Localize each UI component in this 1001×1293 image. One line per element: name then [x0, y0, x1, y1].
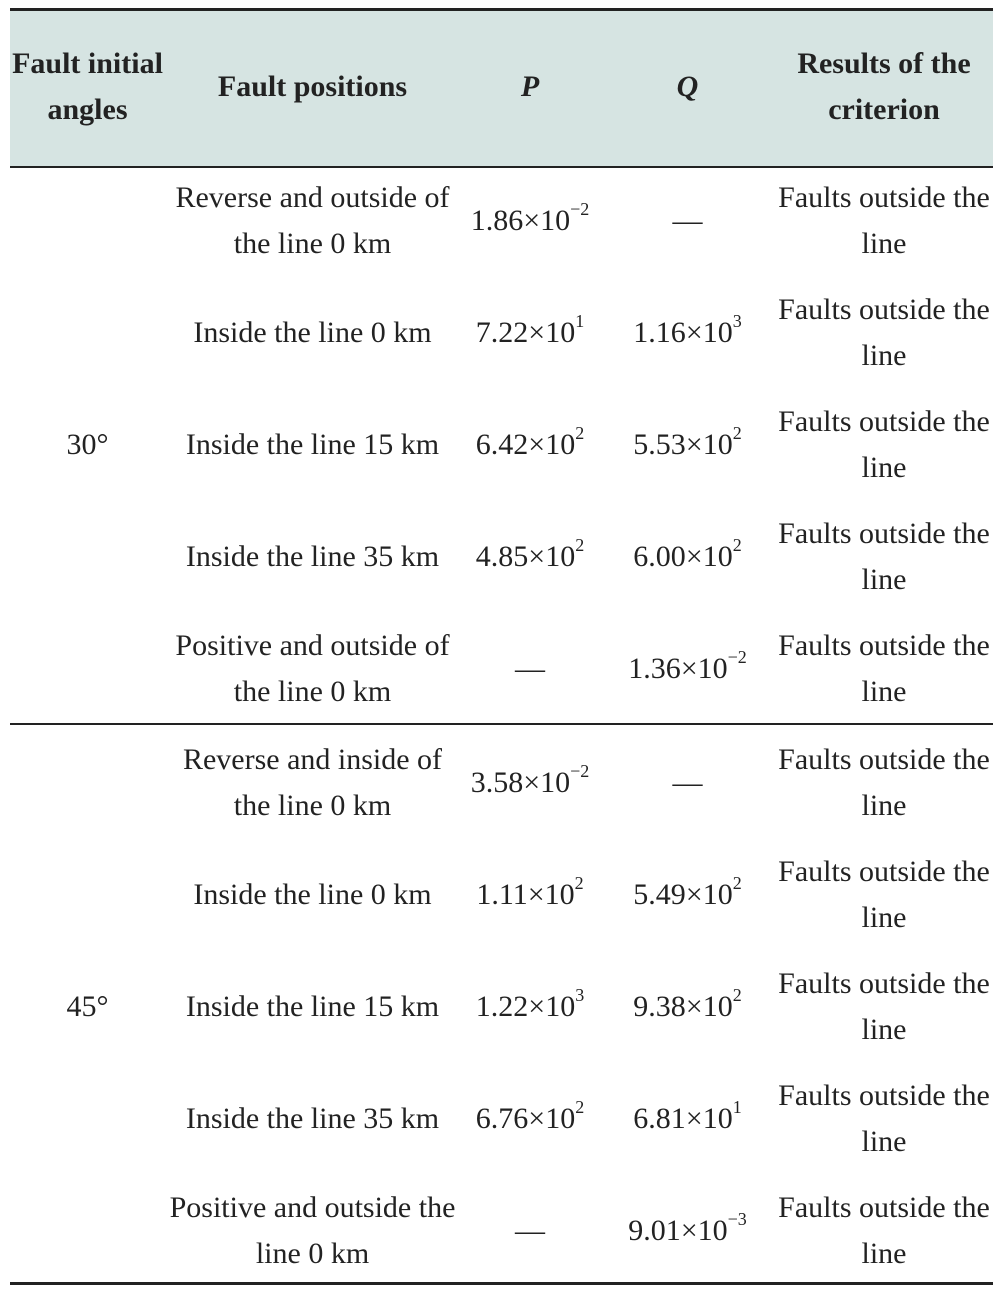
p-value-cell [460, 277, 600, 389]
p-value-cell [460, 839, 600, 951]
q-value-cell-value [633, 1096, 741, 1142]
p-value-cell-base: 1.86×10 [470, 204, 571, 237]
p-value-cell-base: 1.22×10 [475, 990, 576, 1023]
q-value-cell-base: — [672, 204, 703, 237]
criterion-result-cell: Faults outside the line [778, 181, 990, 260]
criterion-result-cell: Faults outside the line [778, 743, 990, 822]
header-fault-positions: Fault positions [217, 70, 408, 103]
q-value-cell-base: 9.38×10 [633, 990, 733, 1023]
fault-position-cell: Reverse and outside of the line 0 km [175, 181, 450, 260]
q-value-cell-exponent: 2 [732, 535, 742, 555]
q-value-cell-exponent: 2 [732, 985, 742, 1005]
fault-position-cell: Reverse and inside of the line 0 km [182, 743, 443, 822]
q-value-cell-exponent: 3 [732, 311, 742, 331]
p-value-cell-exponent: 2 [575, 535, 585, 555]
header-fault-initial-angles: Fault initial angles [12, 47, 163, 126]
p-value-cell-value [515, 646, 545, 692]
bottom-rule [10, 1282, 993, 1285]
p-value-cell [460, 501, 600, 613]
p-value-cell-value [476, 534, 584, 580]
q-value-cell-base: 6.00×10 [633, 540, 733, 573]
q-value-cell [600, 165, 775, 277]
p-value-cell [460, 613, 600, 725]
p-value-cell-base: 3.58×10 [470, 766, 571, 799]
p-value-cell-base: — [515, 652, 545, 685]
q-value-cell [600, 501, 775, 613]
p-value-cell-exponent: 2 [575, 423, 585, 443]
p-value-cell [460, 389, 600, 501]
header-p: P [520, 70, 540, 103]
q-value-cell-base: 5.53×10 [633, 428, 733, 461]
p-value-cell-value [476, 422, 584, 468]
q-value-cell [600, 951, 775, 1063]
q-value-cell-value [633, 534, 741, 580]
q-value-cell-value [633, 984, 741, 1030]
q-value-cell [600, 1175, 775, 1287]
p-value-cell-base: 4.85×10 [475, 540, 576, 573]
p-value-cell [460, 727, 600, 839]
p-value-cell-base: — [515, 1214, 545, 1247]
q-value-cell [600, 727, 775, 839]
p-value-cell-exponent: 1 [575, 311, 585, 331]
q-value-cell-value [628, 1208, 747, 1254]
criterion-result-cell: Faults outside the line [778, 855, 990, 934]
criterion-result-cell: Faults outside the line [778, 967, 990, 1046]
p-value-cell [460, 1063, 600, 1175]
q-value-cell-exponent: −2 [727, 647, 747, 667]
fault-position-cell: Inside the line 0 km [193, 878, 432, 911]
criterion-result-cell: Faults outside the line [778, 1191, 990, 1270]
fault-position-cell: Inside the line 0 km [193, 316, 432, 349]
p-value-cell [460, 1175, 600, 1287]
p-value-cell-value [476, 1096, 584, 1142]
p-value-cell-value [476, 872, 583, 918]
criterion-result-cell: Faults outside the line [778, 293, 990, 372]
p-value-cell-base: 7.22×10 [475, 316, 576, 349]
q-value-cell-value [633, 872, 741, 918]
p-value-cell-base: 6.76×10 [475, 1102, 576, 1135]
p-value-cell [460, 951, 600, 1063]
q-value-cell [600, 389, 775, 501]
p-value-cell-exponent: −2 [570, 761, 590, 781]
fault-angle-cell: 45° [66, 990, 109, 1023]
q-value-cell [600, 1063, 775, 1175]
p-value-cell-value [515, 1208, 545, 1254]
q-value-cell-base: 1.16×10 [633, 316, 733, 349]
p-value-cell-base: 6.42×10 [475, 428, 576, 461]
q-value-cell [600, 277, 775, 389]
fault-position-cell: Positive and outside of the line 0 km [175, 629, 450, 708]
criterion-result-cell: Faults outside the line [778, 517, 990, 596]
q-value-cell-base: 6.81×10 [633, 1102, 733, 1135]
q-value-cell-base: — [672, 766, 703, 799]
q-value-cell [600, 613, 775, 725]
q-value-cell [600, 839, 775, 951]
q-value-cell-base: 5.49×10 [633, 878, 733, 911]
fault-position-cell: Inside the line 35 km [185, 540, 440, 573]
q-value-cell-base: 1.36×10 [628, 652, 728, 685]
criterion-result-cell: Faults outside the line [778, 405, 990, 484]
fault-position-cell: Inside the line 15 km [185, 990, 440, 1023]
header-q: Q [676, 70, 699, 103]
q-value-cell-exponent: 2 [732, 873, 742, 893]
p-value-cell [460, 165, 600, 277]
p-value-cell-exponent: 2 [574, 873, 584, 893]
q-value-cell-value [673, 198, 703, 244]
p-value-cell-value [476, 310, 584, 356]
criterion-result-cell: Faults outside the line [778, 629, 990, 708]
header-results-of-criterion: Results of the criterion [797, 47, 971, 126]
p-value-cell-exponent: 2 [575, 1097, 585, 1117]
p-value-cell-exponent: 3 [575, 985, 585, 1005]
p-value-cell-value [471, 760, 590, 806]
q-value-cell-base: 9.01×10 [628, 1214, 728, 1247]
q-value-cell-exponent: 2 [732, 423, 742, 443]
p-value-cell-base: 1.11×10 [476, 878, 575, 911]
p-value-cell-exponent: −2 [570, 199, 590, 219]
q-value-cell-value [633, 422, 741, 468]
q-value-cell-exponent: −3 [727, 1209, 747, 1229]
fault-position-cell: Inside the line 35 km [185, 1102, 440, 1135]
fault-position-cell: Positive and outside the line 0 km [169, 1191, 456, 1270]
q-value-cell-value [673, 760, 703, 806]
q-value-cell-exponent: 1 [732, 1097, 742, 1117]
p-value-cell-value [471, 198, 590, 244]
group-divider [10, 723, 993, 725]
p-value-cell-value [476, 984, 584, 1030]
q-value-cell-value [633, 310, 741, 356]
q-value-cell-value [628, 646, 747, 692]
criterion-result-cell: Faults outside the line [778, 1079, 990, 1158]
fault-angle-cell: 30° [66, 428, 109, 461]
fault-position-cell: Inside the line 15 km [185, 428, 440, 461]
